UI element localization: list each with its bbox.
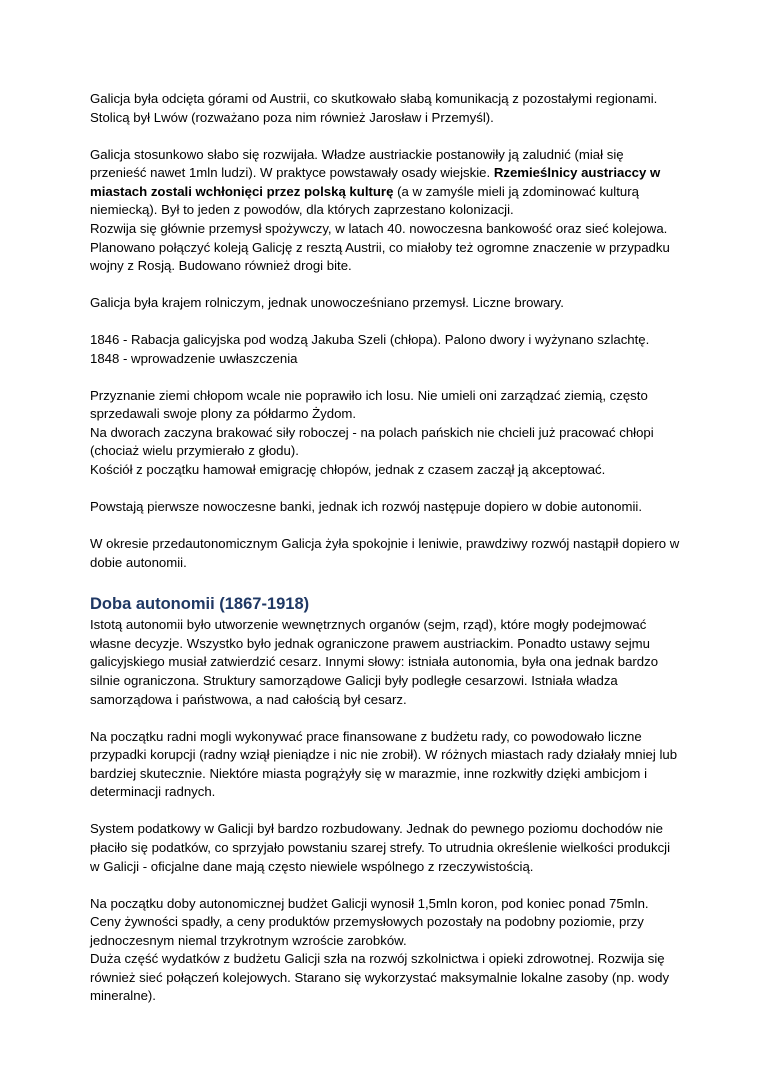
event-1848: 1848 - wprowadzenie uwłaszczenia xyxy=(90,350,298,366)
event-1846: 1846 - Rabacja galicyjska pod wodzą Jakuba Szeli (chłopa). Palono dwory i wyżynano szlachtę. xyxy=(90,332,650,348)
budget-spending-text: Duża część wydatków z budżetu Galicji szła na rozwój szkolnictwa i opieki zdrowotnej. Rozwija się również sieć połączeń kolejowych. Starano się wykorzystać maksymalnie lokalne zasoby (np. wody mineralne). xyxy=(90,951,670,1004)
events-list xyxy=(90,331,680,368)
church-emigration-text: Kościół z początku hamował emigrację chłopów, jednak z czasem zaczął ją akceptować. xyxy=(90,462,606,478)
colonization-bold-text: Rzemieślnicy austriaccy w miastach zostali wchłonięci przez polską kulturę xyxy=(90,165,661,199)
paragraph-banks: Powstają pierwsze nowoczesne banki, jednak ich rozwój następuje dopiero w dobie autonomii. xyxy=(90,499,642,515)
peasants-land-text: Przyznanie ziemi chłopom wcale nie poprawiło ich losu. Nie umieli oni zarządzać ziemią, często sprzedawali swoje plony za półdarmo Żydom. xyxy=(90,387,648,422)
paragraph-autonomy-essence: Istotą autonomii było utworzenie wewnętrznych organów (sejm, rząd), które mogły podejmować własne decyzje. Wszystko było jednak ograniczone prawem austriackim. Ponadto ustawy sejmu galicyjskiego musiał zatwierdzić cesarz. Innymi słowy: istniała autonomia, była ona jednak bardzo silnie ograniczona. Struktury samorządowe Galicji były podległe cesarzowi. Istniała władza samorządowa i państwowa, a nad całością był cesarz. xyxy=(90,617,659,707)
paragraph-budget xyxy=(90,895,680,1007)
paragraph-peasants xyxy=(90,387,680,480)
paragraph-colonization xyxy=(90,146,680,276)
industry-development-text: Rozwija się głównie przemysł spożywczy, w latach 40. nowoczesna bankowość oraz sieć kolejowa. Planowano połączyć koleją Galicję z resztą Austrii, co miałoby też ogromne znaczenie w przypadku wojny z Rosją. Budowano również drogi bite. xyxy=(90,220,670,274)
paragraph-pre-autonomy: W okresie przedautonomicznym Galicja żyła spokojnie i leniwie, prawdziwy rozwój nastąpił dopiero w dobie autonomii. xyxy=(90,536,680,570)
document-page xyxy=(90,90,680,1024)
paragraph-galicja-geography: Galicja była odcięta górami od Austrii, co skutkowało słabą komunikacją z pozostałymi regionami. Stolicą był Lwów (rozważano poza nim również Jarosław i Przemyśl). xyxy=(90,91,658,125)
colonization-text-start: Galicja stosunkowo słabo się rozwijała. Władze austriackie postanowiły ją zaludnić (miał się przenieść nawet 1mln ludzi). W praktyce powstawały osady wiejskie. xyxy=(90,146,624,181)
paragraph-tax-system: System podatkowy w Galicji był bardzo rozbudowany. Jednak do pewnego poziomu dochodów nie płaciło się podatków, co sprzyjało powstaniu szarej strefy. To utrudnia określenie wielkości produkcji w Galicji - oficjalne dane mają często niewiele wspólnego z rzeczywistością. xyxy=(90,821,671,874)
budget-growth-text: Na początku doby autonomicznej budżet Galicji wynosił 1,5mln koron, pod koniec ponad 75mln. Ceny żywności spadły, a ceny produktów przemysłowych pozostały na podobny poziomie, przy jednoczesnym niemal trzykrotnym wzroście zarobków. xyxy=(90,895,649,948)
colonization-text-end: (a w zamyśle mieli ją zdominować kulturą niemiecką). Był to jeden z powodów, dla których zaprzestano kolonizacji. xyxy=(90,183,639,218)
paragraph-agriculture: Galicja była krajem rolniczym, jednak unowocześniano przemysł. Liczne browary. xyxy=(90,295,564,311)
section-heading-autonomy: Doba autonomii (1867-1918) xyxy=(90,595,310,614)
manor-labor-text: Na dworach zaczyna brakować siły roboczej - na polach pańskich nie chcieli już pracować chłopi (chociaż wielu przymierało z głodu). xyxy=(90,424,654,459)
paragraph-councils: Na początku radni mogli wykonywać prace finansowane z budżetu rady, co powodowało liczne przypadki korupcji (radny wziął pieniądze i nic nie zrobił). W różnych miastach rady działały mniej lub bardziej skutecznie. Niektóre miasta pogrążyły się w marazmie, inne rozkwitły dzięki ambicjom i determinacji radnych. xyxy=(90,728,678,800)
